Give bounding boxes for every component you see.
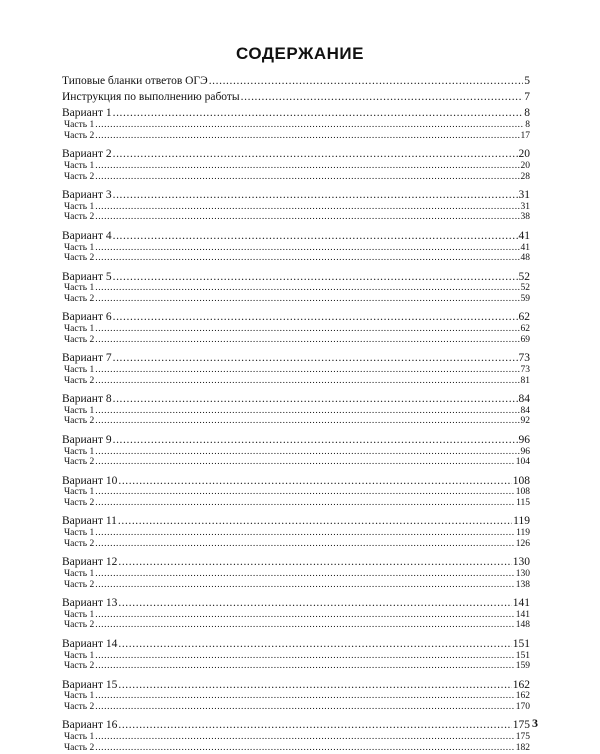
toc-entry-label: Часть 2 bbox=[64, 620, 95, 631]
dot-leader bbox=[95, 376, 519, 387]
dot-leader bbox=[209, 73, 524, 89]
toc-entry-label: Часть 1 bbox=[64, 528, 95, 539]
toc-entry-page: 148 bbox=[515, 620, 530, 631]
toc-entry-label: Часть 2 bbox=[64, 498, 95, 508]
dot-leader bbox=[113, 269, 518, 285]
toc-entry-page: 52 bbox=[518, 270, 530, 283]
toc-subentry bbox=[62, 743, 530, 754]
dot-leader bbox=[95, 539, 515, 550]
toc-entry-page: 62 bbox=[520, 324, 530, 335]
toc-entry-page: 7 bbox=[524, 91, 530, 104]
dot-leader bbox=[113, 391, 518, 407]
toc-subentry bbox=[62, 161, 530, 172]
dot-leader bbox=[95, 416, 519, 427]
toc-entry-label: Вариант 2 bbox=[62, 148, 112, 161]
toc-subentry bbox=[62, 212, 530, 223]
toc-entry-page: 96 bbox=[520, 446, 530, 457]
toc-entry-label: Вариант 6 bbox=[62, 311, 112, 324]
toc-entry bbox=[62, 636, 530, 652]
dot-leader bbox=[95, 610, 515, 621]
toc-entry-label: Вариант 3 bbox=[62, 189, 112, 201]
toc-subentry bbox=[62, 661, 530, 672]
dot-leader bbox=[95, 212, 519, 223]
toc-subentry bbox=[62, 283, 530, 294]
toc-entry-page: 119 bbox=[516, 528, 530, 539]
dot-leader bbox=[95, 743, 515, 754]
dot-leader bbox=[241, 89, 524, 105]
toc-entry bbox=[62, 554, 530, 570]
toc-entry-page: 92 bbox=[520, 416, 530, 427]
toc-entry-page: 175 bbox=[515, 732, 530, 743]
toc-entry-page: 141 bbox=[515, 609, 530, 620]
toc-subentry bbox=[62, 406, 530, 417]
toc-entry bbox=[62, 513, 530, 529]
dot-leader bbox=[95, 580, 515, 591]
toc-subentry bbox=[62, 457, 530, 468]
toc-subentry bbox=[62, 651, 530, 662]
dot-leader bbox=[95, 324, 519, 335]
toc-entry-page: 170 bbox=[515, 702, 530, 712]
toc-subentry bbox=[62, 253, 530, 264]
toc-entry-label: Часть 2 bbox=[64, 416, 95, 427]
toc-subentry bbox=[62, 202, 530, 213]
dot-leader bbox=[95, 365, 519, 376]
toc-subentry bbox=[62, 610, 530, 621]
toc-entry-label: Часть 2 bbox=[64, 294, 95, 304]
dot-leader bbox=[95, 691, 515, 702]
toc-entry bbox=[62, 432, 530, 448]
toc-subentry bbox=[62, 365, 530, 376]
toc-entry-label: Часть 1 bbox=[64, 732, 95, 743]
toc-entry-page: 28 bbox=[520, 171, 530, 182]
toc-entry-page: 41 bbox=[518, 229, 530, 242]
toc-subentry bbox=[62, 324, 530, 335]
dot-leader bbox=[95, 457, 515, 468]
dot-leader bbox=[118, 636, 511, 652]
dot-leader bbox=[95, 569, 515, 580]
toc-entry-label: Часть 2 bbox=[64, 212, 95, 223]
toc-entry-page: 17 bbox=[520, 130, 530, 141]
toc-entry bbox=[62, 146, 530, 162]
toc-entry bbox=[62, 309, 530, 325]
toc-entry-label: Часть 2 bbox=[64, 375, 95, 386]
toc-subentry bbox=[62, 120, 530, 131]
dot-leader bbox=[95, 498, 515, 509]
toc-entry-page: 130 bbox=[515, 569, 530, 579]
toc-entry-label: Вариант 10 bbox=[62, 474, 118, 487]
toc-entry-page: 104 bbox=[515, 457, 530, 468]
dot-leader bbox=[113, 309, 518, 325]
toc-entry-page: 108 bbox=[515, 487, 530, 498]
toc-entry-label: Часть 1 bbox=[64, 324, 95, 335]
toc-entry-page: 138 bbox=[515, 579, 530, 590]
dot-leader bbox=[95, 283, 519, 294]
toc-entry-page: 73 bbox=[520, 365, 530, 375]
toc-entry-label: Часть 1 bbox=[64, 446, 95, 457]
toc-entry-label: Часть 2 bbox=[64, 702, 95, 712]
toc-entry-label: Вариант 14 bbox=[62, 637, 118, 650]
toc-subentry bbox=[62, 620, 530, 631]
toc-entry-label: Часть 1 bbox=[64, 283, 95, 294]
toc-entry-label: Вариант 5 bbox=[62, 270, 112, 283]
dot-leader bbox=[95, 161, 519, 172]
toc-entry-page: 81 bbox=[520, 375, 530, 386]
toc-entry-page: 162 bbox=[512, 678, 530, 691]
dot-leader bbox=[118, 513, 512, 529]
toc-entry-page: 48 bbox=[520, 253, 530, 264]
toc-entry-label: Вариант 9 bbox=[62, 433, 112, 446]
dot-leader bbox=[118, 554, 511, 570]
toc-entry-page: 96 bbox=[518, 433, 530, 446]
toc-subentry bbox=[62, 335, 530, 346]
toc-entry-page: 5 bbox=[524, 75, 530, 87]
toc-entry bbox=[62, 350, 530, 366]
toc-entry bbox=[62, 677, 530, 693]
toc-entry-label: Часть 1 bbox=[64, 609, 95, 620]
toc-entry-page: 141 bbox=[512, 597, 530, 609]
dot-leader bbox=[118, 595, 511, 611]
dot-leader bbox=[95, 243, 519, 254]
toc-entry-label: Вариант 4 bbox=[62, 229, 112, 242]
dot-leader bbox=[95, 253, 519, 264]
toc-entry-label: Часть 2 bbox=[64, 130, 95, 141]
dot-leader bbox=[95, 447, 519, 458]
toc-subentry bbox=[62, 487, 530, 498]
toc-subentry bbox=[62, 243, 530, 254]
toc-entry-label: Часть 2 bbox=[64, 334, 95, 345]
toc-entry-label: Часть 2 bbox=[64, 538, 95, 549]
toc-subentry bbox=[62, 131, 530, 142]
toc-entry-label: Типовые бланки ответов ОГЭ bbox=[62, 75, 208, 87]
toc-entry-label: Часть 1 bbox=[64, 120, 95, 131]
toc-entry-page: 38 bbox=[520, 212, 530, 223]
toc-subentry bbox=[62, 376, 530, 387]
toc-entry-page: 31 bbox=[518, 189, 530, 201]
toc-entry bbox=[62, 89, 530, 105]
toc-entry bbox=[62, 595, 530, 611]
toc-entry-label: Часть 2 bbox=[64, 253, 95, 264]
dot-leader bbox=[95, 294, 519, 305]
toc-entry-label: Часть 1 bbox=[64, 201, 95, 212]
dot-leader bbox=[95, 487, 515, 498]
toc-entry bbox=[62, 228, 530, 244]
dot-leader bbox=[113, 146, 518, 162]
toc-subentry bbox=[62, 732, 530, 743]
toc-entry-label: Часть 2 bbox=[64, 661, 95, 672]
page-title: СОДЕРЖАНИЕ bbox=[236, 44, 364, 63]
toc-subentry bbox=[62, 498, 530, 509]
toc-entry-label: Часть 1 bbox=[64, 569, 95, 579]
toc-entry-page: 31 bbox=[520, 201, 530, 212]
toc-entry-page: 69 bbox=[520, 334, 530, 345]
toc-entry-page: 151 bbox=[515, 650, 530, 661]
toc-entry-label: Часть 2 bbox=[64, 579, 95, 590]
dot-leader bbox=[95, 702, 515, 713]
dot-leader bbox=[113, 105, 524, 121]
dot-leader bbox=[95, 661, 515, 672]
toc-entry-page: 59 bbox=[520, 294, 530, 304]
toc-entry-label: Вариант 7 bbox=[62, 352, 112, 365]
toc-entry-label: Часть 1 bbox=[64, 405, 95, 416]
toc-entry-page: 41 bbox=[520, 242, 530, 253]
toc-entry-label: Часть 1 bbox=[64, 650, 95, 661]
dot-leader bbox=[95, 620, 515, 631]
toc-entry bbox=[62, 73, 530, 89]
dot-leader bbox=[95, 202, 519, 213]
toc-subentry bbox=[62, 569, 530, 580]
dot-leader bbox=[113, 187, 518, 203]
toc-subentry bbox=[62, 528, 530, 539]
toc-entry-label: Часть 2 bbox=[64, 742, 95, 753]
toc-entry bbox=[62, 473, 530, 489]
page-number: 3 bbox=[532, 716, 538, 730]
dot-leader bbox=[95, 732, 515, 743]
toc-entry-page: 151 bbox=[512, 637, 530, 650]
toc-entry-label: Вариант 11 bbox=[62, 515, 117, 528]
toc-entry-label: Часть 2 bbox=[64, 171, 95, 182]
toc-entry-label: Вариант 13 bbox=[62, 597, 118, 609]
toc-entry-page: 175 bbox=[512, 719, 530, 732]
toc-entry-label: Вариант 8 bbox=[62, 393, 112, 405]
toc-entry-page: 182 bbox=[515, 742, 530, 753]
dot-leader bbox=[95, 172, 519, 183]
toc-entry-label: Часть 1 bbox=[64, 691, 95, 702]
toc-entry-label: Часть 1 bbox=[64, 487, 95, 498]
toc-entry-page: 115 bbox=[516, 498, 530, 508]
toc-entry bbox=[62, 187, 530, 203]
toc-entry bbox=[62, 105, 530, 121]
toc-entry-label: Часть 2 bbox=[64, 457, 95, 468]
toc-entry-label: Вариант 15 bbox=[62, 678, 118, 691]
dot-leader bbox=[95, 131, 519, 142]
toc-entry bbox=[62, 391, 530, 407]
dot-leader bbox=[118, 717, 511, 733]
dot-leader bbox=[95, 335, 519, 346]
toc-entry-label: Вариант 1 bbox=[62, 107, 112, 120]
toc-entry-page: 73 bbox=[518, 352, 530, 365]
toc-subentry bbox=[62, 172, 530, 183]
toc-entry-page: 119 bbox=[513, 515, 530, 528]
toc-entry-page: 126 bbox=[515, 538, 530, 549]
toc-entry-page: 8 bbox=[525, 120, 530, 131]
toc-entry-page: 84 bbox=[518, 393, 530, 405]
dot-leader bbox=[95, 651, 515, 662]
toc-entry-label: Часть 1 bbox=[64, 242, 95, 253]
toc-entry bbox=[62, 717, 530, 733]
dot-leader bbox=[113, 432, 518, 448]
dot-leader bbox=[95, 120, 524, 131]
toc-entry-page: 84 bbox=[520, 405, 530, 416]
toc-subentry bbox=[62, 580, 530, 591]
toc-entry-page: 20 bbox=[520, 161, 530, 171]
dot-leader bbox=[118, 677, 511, 693]
toc-subentry bbox=[62, 702, 530, 713]
dot-leader bbox=[118, 473, 511, 489]
dot-leader bbox=[113, 228, 518, 244]
toc-entry-page: 52 bbox=[520, 283, 530, 294]
toc-entry-page: 108 bbox=[512, 474, 530, 487]
toc-entry-label: Вариант 16 bbox=[62, 719, 118, 732]
toc-entry-page: 159 bbox=[515, 661, 530, 672]
toc-entry-page: 162 bbox=[515, 691, 530, 702]
toc-entry-page: 8 bbox=[524, 107, 530, 120]
toc-subentry bbox=[62, 294, 530, 305]
toc-entry-label: Инструкция по выполнению работы bbox=[62, 91, 240, 104]
toc-subentry bbox=[62, 416, 530, 427]
toc-entry-label: Вариант 12 bbox=[62, 556, 118, 569]
dot-leader bbox=[113, 350, 518, 366]
toc-entry bbox=[62, 269, 530, 285]
toc-entry-page: 62 bbox=[518, 311, 530, 324]
dot-leader bbox=[95, 528, 515, 539]
dot-leader bbox=[95, 406, 519, 417]
toc-subentry bbox=[62, 539, 530, 550]
toc-subentry bbox=[62, 691, 530, 702]
toc-entry-label: Часть 1 bbox=[64, 161, 95, 171]
toc-entry-page: 130 bbox=[512, 556, 530, 569]
toc-entry-label: Часть 1 bbox=[64, 365, 95, 375]
toc-subentry bbox=[62, 447, 530, 458]
toc-entry-page: 20 bbox=[518, 148, 530, 161]
